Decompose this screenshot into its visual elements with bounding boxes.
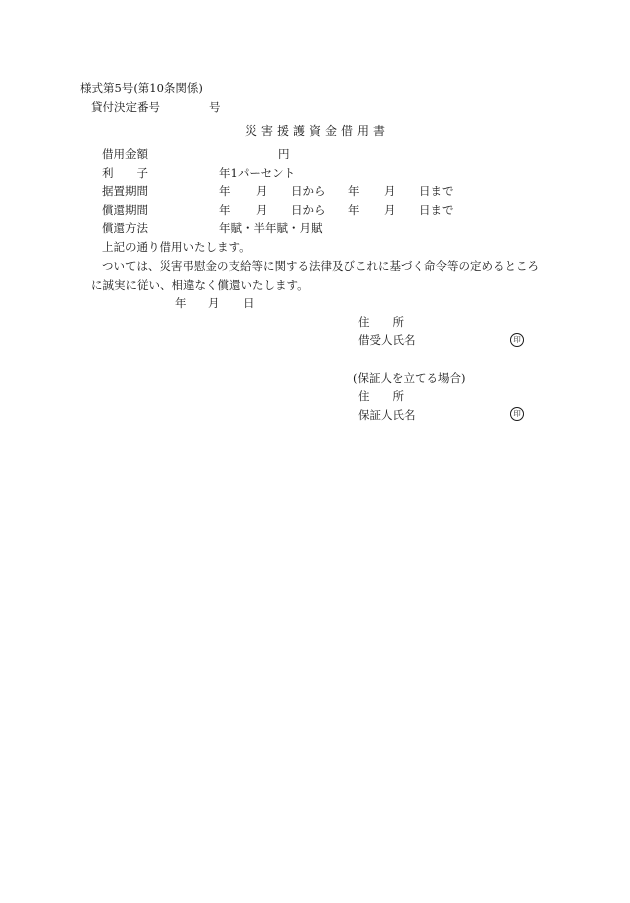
grace-end-month: 月	[384, 184, 396, 198]
repay-period-label: 償還期間	[102, 203, 148, 217]
document-title: 災害援護資金借用書	[245, 124, 390, 138]
date-month: 月	[208, 296, 220, 310]
loan-decision-label: 貸付決定番号	[91, 100, 160, 114]
repay-end-month: 月	[384, 203, 396, 217]
form-number: 様式第5号(第10条関係)	[80, 81, 203, 95]
grace-end-year: 年	[348, 184, 360, 198]
grace-end-day: 日まで	[419, 184, 454, 198]
borrower-name-label: 借受人氏名	[358, 333, 416, 347]
grace-start-day: 日から	[291, 184, 326, 198]
amount-label: 借用金額	[102, 147, 148, 161]
repay-start-month: 月	[256, 203, 268, 217]
amount-unit: 円	[278, 147, 290, 161]
guarantor-name-label: 保証人氏名	[358, 408, 416, 422]
borrower-address-label: 住 所	[358, 315, 404, 329]
borrower-seal-icon: 印	[510, 333, 524, 347]
repay-method-value: 年賦・半年賦・月賦	[219, 221, 323, 235]
grace-start-month: 月	[256, 184, 268, 198]
grace-period-label: 据置期間	[102, 184, 148, 198]
loan-decision-number-suffix: 号	[209, 100, 221, 114]
body-line-2: ついては、災害弔慰金の支給等に関する法律及びこれに基づく命令等の定めるところ	[102, 259, 539, 273]
repay-start-year: 年	[219, 203, 231, 217]
interest-label: 利 子	[102, 166, 148, 180]
date-day: 日	[243, 296, 255, 310]
grace-start-year: 年	[219, 184, 231, 198]
guarantor-seal-icon: 印	[510, 407, 524, 421]
repay-end-year: 年	[348, 203, 360, 217]
repay-end-day: 日まで	[419, 203, 454, 217]
body-line-3: に誠実に従い、相違なく償還いたします。	[91, 278, 309, 292]
repay-start-day: 日から	[291, 203, 326, 217]
body-line-1: 上記の通り借用いたします。	[102, 240, 251, 254]
guarantor-note: (保証人を立てる場合)	[353, 371, 466, 385]
date-year: 年	[175, 296, 187, 310]
repay-method-label: 償還方法	[102, 221, 148, 235]
guarantor-address-label: 住 所	[358, 389, 404, 403]
interest-value: 年1パーセント	[219, 166, 296, 180]
